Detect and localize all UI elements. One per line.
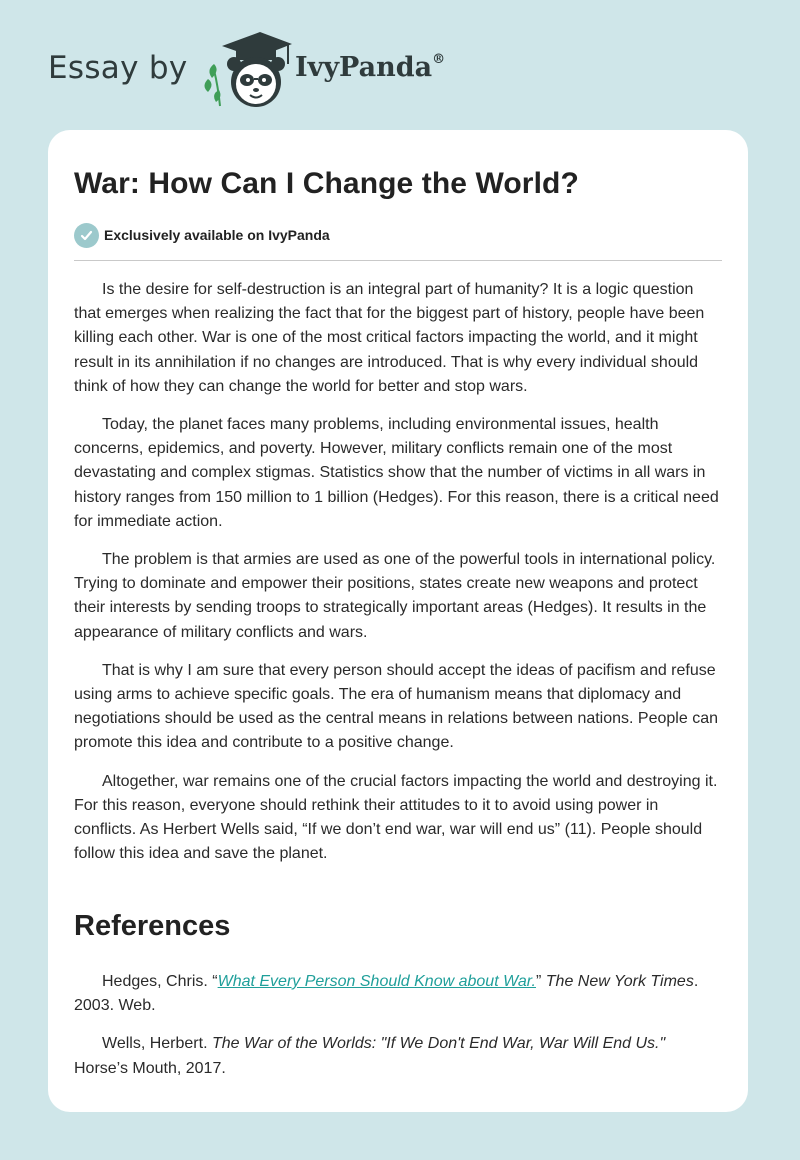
reference-quote-close: ” xyxy=(535,973,546,990)
panda-logo-icon[interactable] xyxy=(202,30,294,110)
reference-item xyxy=(74,970,722,1018)
reference-link[interactable]: What Every Person Should Know about War. xyxy=(217,973,536,990)
divider xyxy=(74,260,722,261)
reference-item xyxy=(74,1032,722,1080)
reference-author: Hedges, Chris. “ xyxy=(102,973,218,990)
paragraph: That is why I am sure that every person should accept the ideas of pacifism and refuse using arms to achieve specific goals. The era of humanism means that diplomacy and negotiations should be used as the central means in relations between nations. People can promote this idea and contribute to a positive change. xyxy=(74,661,718,752)
paragraph: Is the desire for self-destruction is an integral part of humanity? It is a logic question that emerges when realizing the fact that for the biggest part of history, people have been killing each other. War is one of the most critical factors impacting the world, and it might result in its annihilation if no changes are introduced. That is why every individual should think of how they can change the world for better and stop wars. xyxy=(74,281,705,395)
references-list xyxy=(74,970,722,1095)
registered-mark: ® xyxy=(432,52,446,67)
brand-text: IvyPanda xyxy=(295,52,433,83)
paragraph: Altogether, war remains one of the crucial factors impacting the world and destroying it. For this reason, everyone should rethink their attitudes to it to avoid using power in conflicts. As Herbert Wells said, “If we don’t end war, war will end us” (11). People should follow this idea and save the planet. xyxy=(74,772,718,863)
essay-card xyxy=(48,130,748,1112)
checkmark-icon xyxy=(74,223,99,248)
essay-body xyxy=(74,278,722,880)
reference-tail: Horse’s Mouth, 2017. xyxy=(74,1059,226,1077)
paragraph: The problem is that armies are used as one of the powerful tools in international policy. Trying to dominate and empower their positions, states create new weapons and protect their interests by sending troops to strategically important areas (Hedges). It results in the appearance of military conflicts and wars. xyxy=(74,551,716,641)
paragraph: Today, the planet faces many problems, including environmental issues, health concerns, epidemics, and poverty. However, military conflicts remain one of the most devastating and complex stigmas. Statistics show that the number of victims in all wars in history ranges from 150 million to 1 billion (Hedges). For this reason, there is a critical need for immediate action. xyxy=(74,416,719,530)
reference-tail: . 2003. Web. xyxy=(74,973,699,1015)
reference-source: The New York Times xyxy=(545,973,694,990)
page-title: War: How Can I Change the World? xyxy=(74,167,579,200)
essay-by-label: Essay by xyxy=(48,50,188,86)
references-heading: References xyxy=(74,910,231,942)
site-header xyxy=(48,30,752,114)
exclusive-badge-label: Exclusively available on IvyPanda xyxy=(104,227,330,243)
reference-title: The War of the Worlds: "If We Don't End War, War Will End Us." xyxy=(211,1035,666,1053)
reference-author: Wells, Herbert. xyxy=(102,1035,212,1053)
exclusive-badge xyxy=(74,222,330,248)
brand-name[interactable] xyxy=(295,52,445,83)
